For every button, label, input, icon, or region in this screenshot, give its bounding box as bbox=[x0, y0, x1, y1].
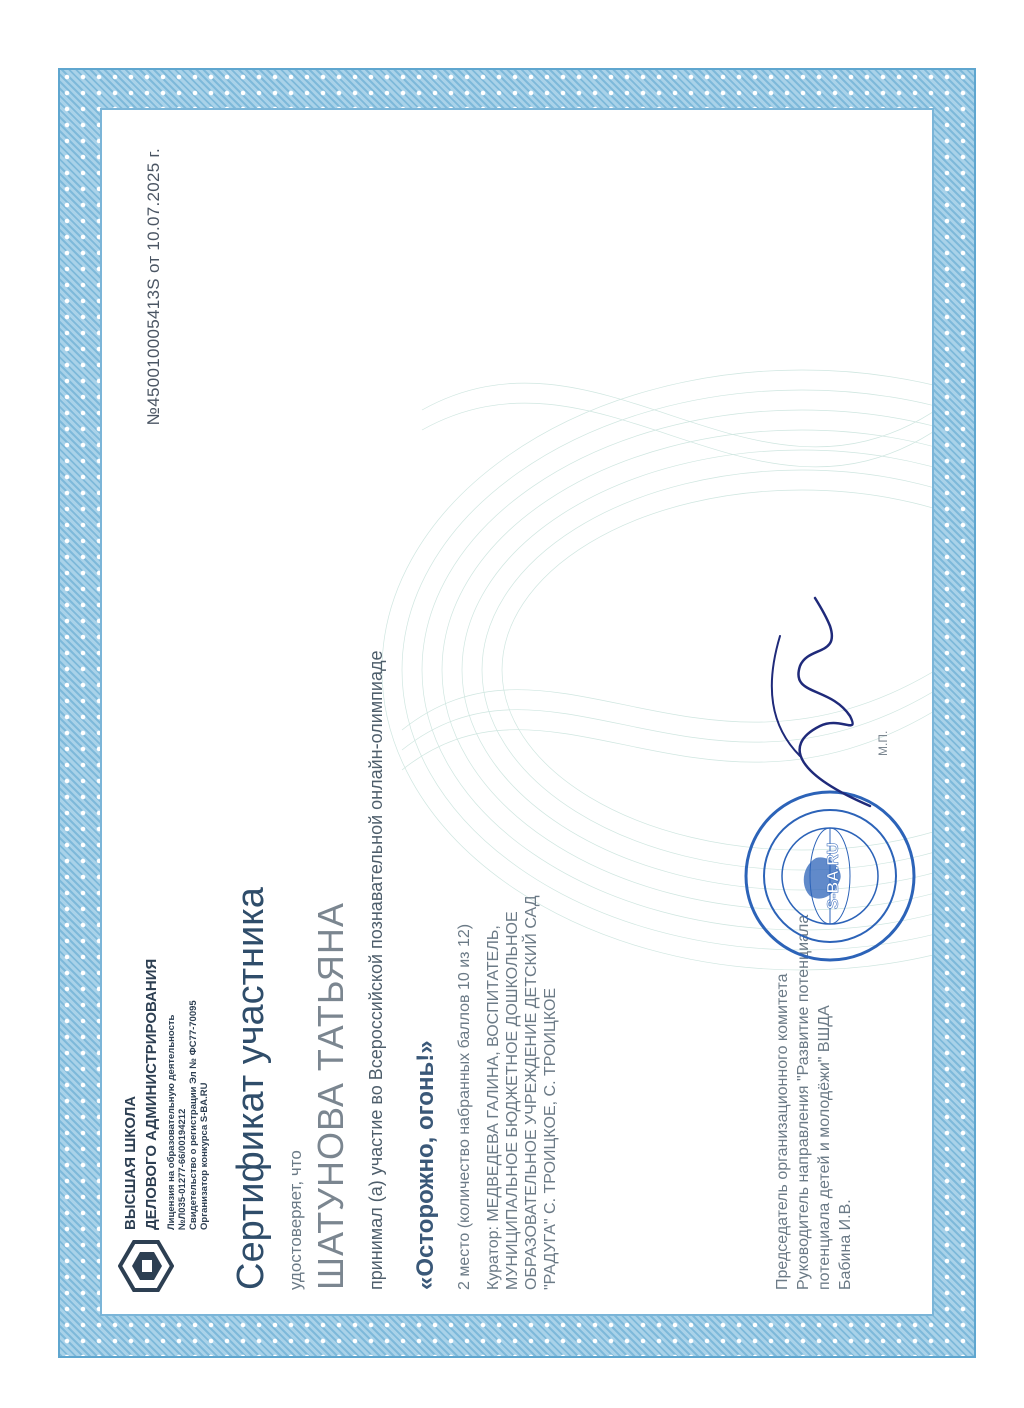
certifies-text: удостоверяет, что bbox=[286, 1150, 305, 1290]
certificate-number: №450010005413S от 10.07.2025 г. bbox=[144, 148, 163, 426]
certificate-title: Сертификат участника bbox=[230, 887, 272, 1290]
seal-text: S-BA.RU bbox=[825, 842, 842, 910]
signatory-line3: потенциала детей и молодёжи" ВШДА bbox=[816, 1005, 833, 1290]
curator-line3: ОБРАЗОВАТЕЛЬНОЕ УЧРЕЖДЕНИЕ ДЕТСКИЙ САД bbox=[523, 895, 540, 1290]
license-line2: №Л035-01277-66/00194212 bbox=[177, 1108, 188, 1230]
organization-logo-icon bbox=[118, 1240, 174, 1292]
organizer-line: Организатор конкурса S-BA.RU bbox=[199, 1082, 210, 1230]
signatory-name: Бабина И.В. bbox=[837, 1199, 854, 1290]
curator-line1: Куратор: МЕДВЕДЕВА ГАЛИНА, ВОСПИТАТЕЛЬ, bbox=[485, 925, 502, 1290]
organization-text bbox=[118, 959, 210, 1230]
license-line1: Лицензия на образовательную деятельность bbox=[166, 1014, 177, 1230]
place-result: 2 место (количество набранных баллов 10 из 12) bbox=[456, 923, 473, 1290]
registration-line: Свидетельство о регистрации Эл № ФС77-70095 bbox=[188, 1000, 199, 1230]
organization-header bbox=[118, 959, 210, 1292]
curator-block bbox=[484, 590, 560, 1290]
olympiad-name: «Осторожно, огонь!» bbox=[412, 1040, 439, 1290]
curator-line2: МУНИЦИПАЛЬНОЕ БЮДЖЕТНОЕ ДОШКОЛЬНОЕ bbox=[504, 911, 521, 1290]
handwritten-signature bbox=[760, 596, 890, 816]
certificate-content bbox=[100, 108, 934, 1316]
signatory-line1: Председатель организационного комитета bbox=[774, 973, 791, 1290]
participant-name: ШАТУНОВА ТАТЬЯНА bbox=[310, 902, 351, 1290]
curator-line4: "РАДУГА" С. ТРОИЦКОЕ, С. ТРОИЦКОЕ bbox=[542, 987, 559, 1290]
organization-name-line1: ВЫСШАЯ ШКОЛА bbox=[122, 1095, 139, 1230]
signatory-line2: Руководитель направления "Развитие потенциала bbox=[795, 914, 812, 1290]
organization-name-line2: ДЕЛОВОГО АДМИНИСТРИРОВАНИЯ bbox=[143, 958, 160, 1230]
stamp-place-label: М.П. bbox=[876, 730, 890, 756]
participation-text: принимал (а) участие во Всероссийской познавательной онлайн-олимпиаде bbox=[366, 650, 386, 1290]
